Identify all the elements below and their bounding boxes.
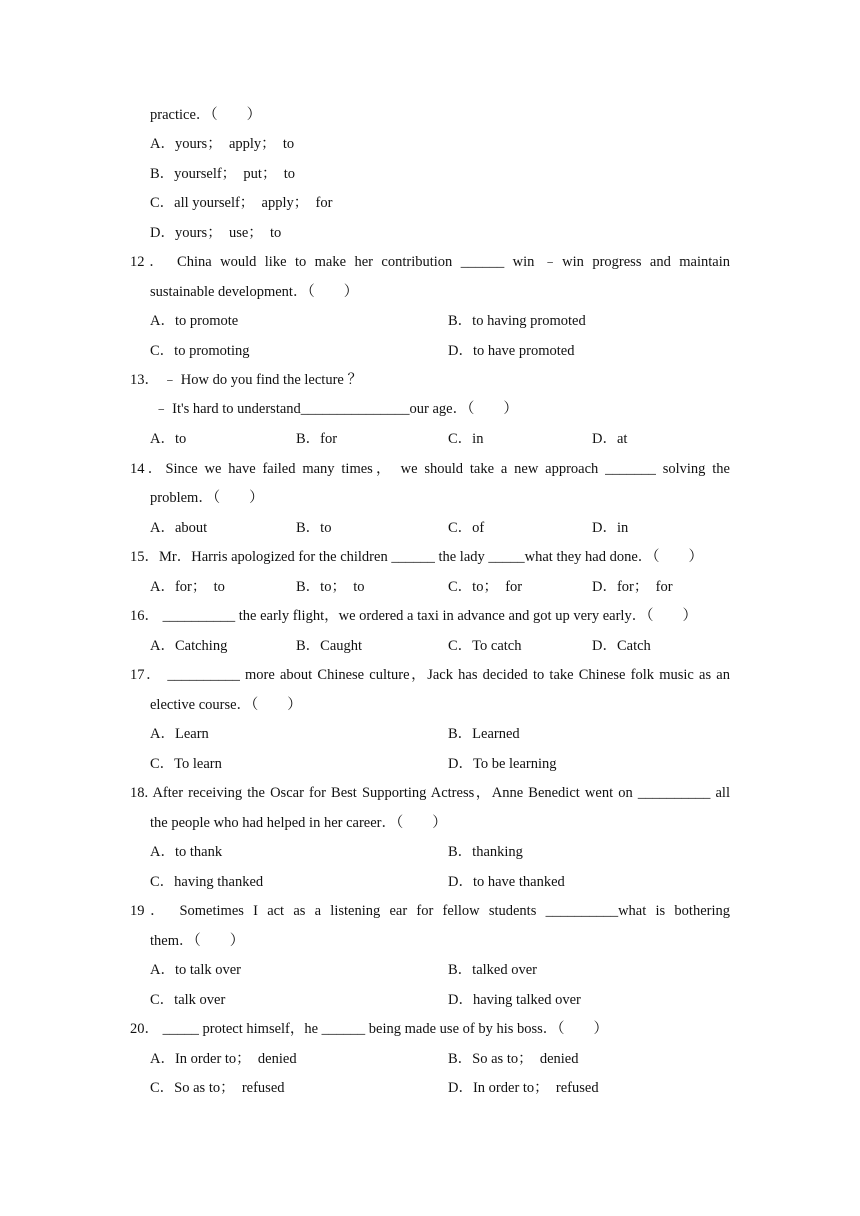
q18-stem-cont: the people who had helped in her career．（ ） (150, 815, 447, 831)
q14-stem: 14．Since we have failed many times， we should take a new approach _______ solving the (130, 461, 730, 477)
q20-option-a: A．In order to； denied (150, 1051, 297, 1067)
q13-stem-cont: ﹣ It's hard to understand_______________our age．（ ） (154, 401, 518, 417)
q12-option-a: A．to promote (150, 313, 239, 329)
q19-option-b: B．talked over (448, 962, 537, 978)
q19-stem: 19． Sometimes I act as a listening ear for fellow students __________what is bothering (130, 903, 730, 919)
q11-stem: practice．（ ） (150, 107, 262, 123)
q19-stem-cont: them．（ ） (150, 933, 245, 949)
q12-stem-cont: sustainable development．（ ） (150, 284, 359, 300)
q19-option-a: A．to talk over (150, 962, 242, 978)
q16-option-a: A．Catching (150, 638, 228, 654)
q14-stem-cont: problem．（ ） (150, 490, 264, 506)
q15-stem: 15．Mr．Harris apologized for the children ______ the lady _____what they had done．（ ） (130, 549, 704, 565)
q14-option-b: B．to (296, 520, 332, 536)
q12-option-b: B．to having promoted (448, 313, 586, 329)
q11-option-d: D．yours； use； to (150, 225, 282, 241)
q13-option-a: A．to (150, 431, 187, 447)
q17-stem-cont: elective course．（ ） (150, 697, 302, 713)
q12-option-c: C．to promoting (150, 343, 250, 359)
q19-option-c: C．talk over (150, 992, 226, 1008)
q15-option-b: B．to； to (296, 579, 365, 595)
q13-stem: 13． ﹣ How do you find the lecture ？ (130, 372, 362, 388)
q12-option-d: D．to have promoted (448, 343, 575, 359)
q16-option-d: D．Catch (592, 638, 651, 654)
q20-stem: 20． _____ protect himself，he ______ being made use of by his boss．（ ） (130, 1021, 609, 1037)
q13-option-d: D．at (592, 431, 628, 447)
q17-option-d: D．To be learning (448, 756, 557, 772)
q17-option-b: B．Learned (448, 726, 520, 742)
q16-stem: 16． __________ the early flight，we ordered a taxi in advance and got up very early．（ ） (130, 608, 697, 624)
q13-option-b: B．for (296, 431, 338, 447)
q15-option-a: A．for； to (150, 579, 225, 595)
q15-option-d: D．for； for (592, 579, 673, 595)
q11-option-b: B．yourself； put； to (150, 166, 295, 182)
q16-option-b: B．Caught (296, 638, 363, 654)
q18-option-b: B．thanking (448, 844, 523, 860)
q18-stem: 18. After receiving the Oscar for Best Supporting Actress，Anne Benedict went on __________ all (130, 785, 730, 801)
q14-option-c: C．of (448, 520, 485, 536)
q17-option-a: A．Learn (150, 726, 209, 742)
q20-option-d: D．In order to； refused (448, 1080, 599, 1096)
q13-option-c: C．in (448, 431, 484, 447)
q14-option-d: D．in (592, 520, 629, 536)
q18-option-c: C．having thanked (150, 874, 264, 890)
q19-option-d: D．having talked over (448, 992, 581, 1008)
q12-stem: 12． China would like to make her contribution ______ win ﹣win progress and maintain (130, 254, 730, 270)
q18-option-d: D．to have thanked (448, 874, 565, 890)
q17-stem: 17． __________ more about Chinese culture，Jack has decided to take Chinese folk music as an (130, 667, 730, 683)
q20-option-b: B．So as to； denied (448, 1051, 579, 1067)
q18-option-a: A．to thank (150, 844, 223, 860)
q15-option-c: C．to； for (448, 579, 523, 595)
q11-option-a: A．yours； apply； to (150, 136, 295, 152)
q20-option-c: C．So as to； refused (150, 1080, 285, 1096)
q14-option-a: A．about (150, 520, 208, 536)
q17-option-c: C．To learn (150, 756, 222, 772)
q11-option-c: C．all yourself； apply； for (150, 195, 333, 211)
q16-option-c: C．To catch (448, 638, 522, 654)
